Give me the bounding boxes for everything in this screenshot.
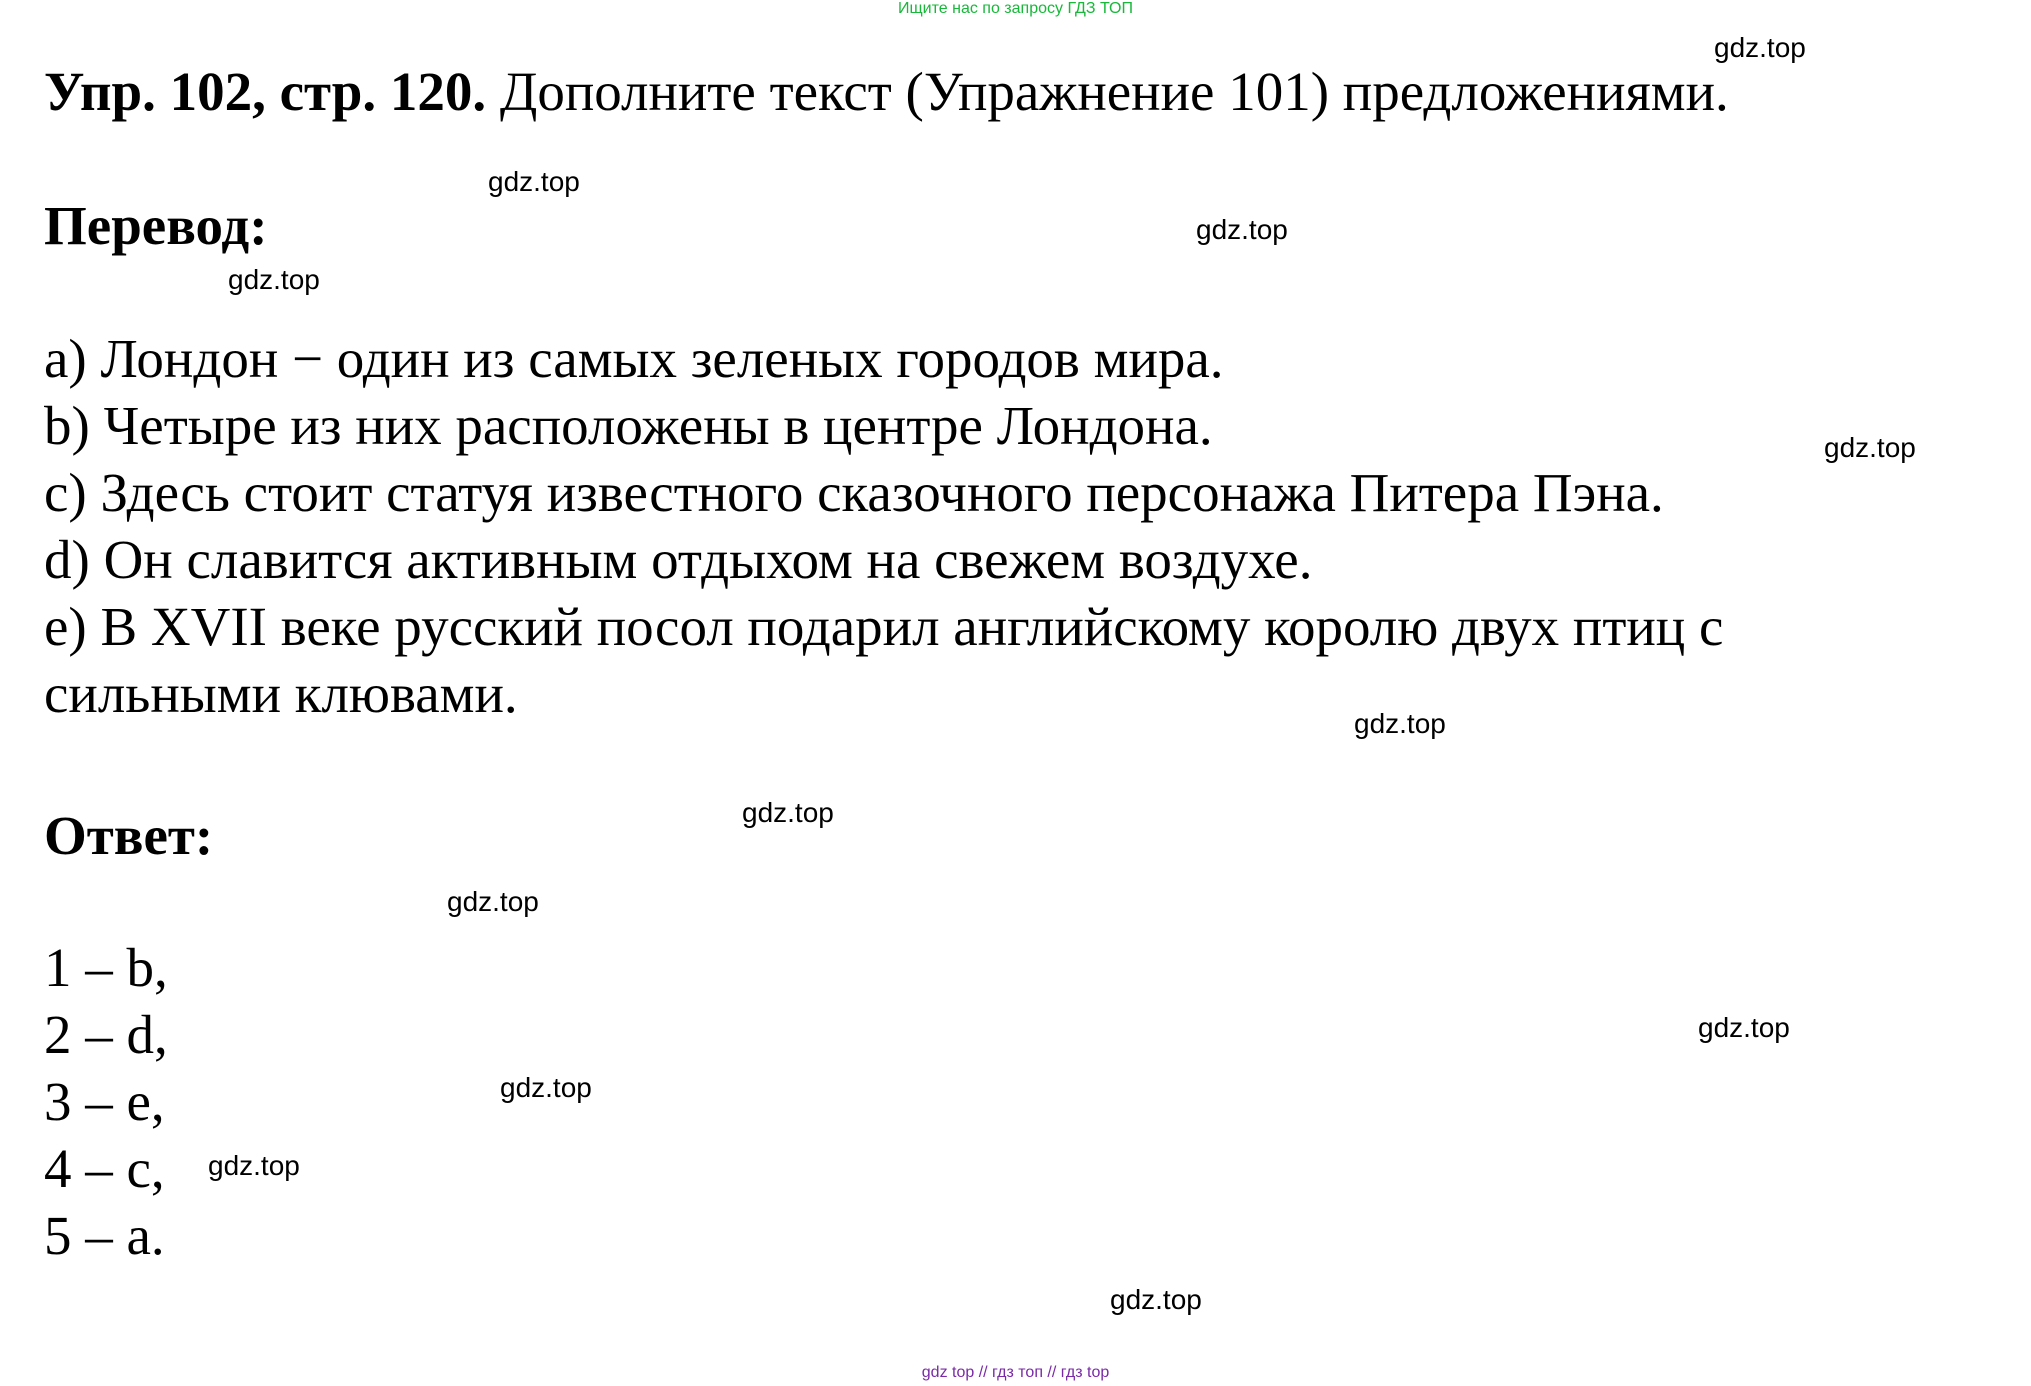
watermark: gdz.top [447,886,539,917]
watermark: gdz.top [742,797,834,828]
translation-line: d) Он славится активным отдыхом на свежем воздухе. [44,529,1313,590]
answer-line: 2 – d, [44,1004,168,1065]
watermark: gdz.top [1196,214,1288,245]
answer-line: 4 – c, [44,1138,165,1199]
translation-title: Перевод: [44,195,268,256]
answer-title: Ответ: [44,805,214,866]
top-banner: Ищите нас по запросу ГДЗ ТОП [898,0,1133,17]
watermark: gdz.top [1824,432,1916,463]
answer-line: 3 – e, [44,1071,165,1132]
answer-line: 1 – b, [44,937,168,998]
exercise-instruction: Дополните текст (Упражнение 101) предложениями. [486,61,1729,122]
bottom-banner: gdz top // гдз топ // гдз top [921,1364,1110,1381]
translation-line: сильными клювами. [44,663,518,724]
translation-line: c) Здесь стоит статуя известного сказочного персонажа Питера Пэна. [44,462,1664,523]
exercise-heading [44,52,1729,132]
watermark: gdz.top [1698,1012,1790,1043]
watermark: gdz.top [1714,32,1806,63]
watermark: gdz.top [1354,708,1446,739]
translation-line: b) Четыре из них расположены в центре Лондона. [44,395,1213,456]
exercise-number: Упр. 102, стр. 120. [44,61,487,122]
watermark: gdz.top [228,264,320,295]
answer-line: 5 – a. [44,1205,165,1266]
translation-block [44,325,1723,727]
watermark: gdz.top [1110,1284,1202,1315]
watermark: gdz.top [488,166,580,197]
answer-block [44,934,168,1269]
watermark: gdz.top [500,1072,592,1103]
watermark: gdz.top [208,1150,300,1181]
translation-line: e) В XVII веке русский посол подарил английскому королю двух птиц с [44,596,1724,657]
translation-line: a) Лондон − один из самых зеленых городов мира. [44,328,1224,389]
